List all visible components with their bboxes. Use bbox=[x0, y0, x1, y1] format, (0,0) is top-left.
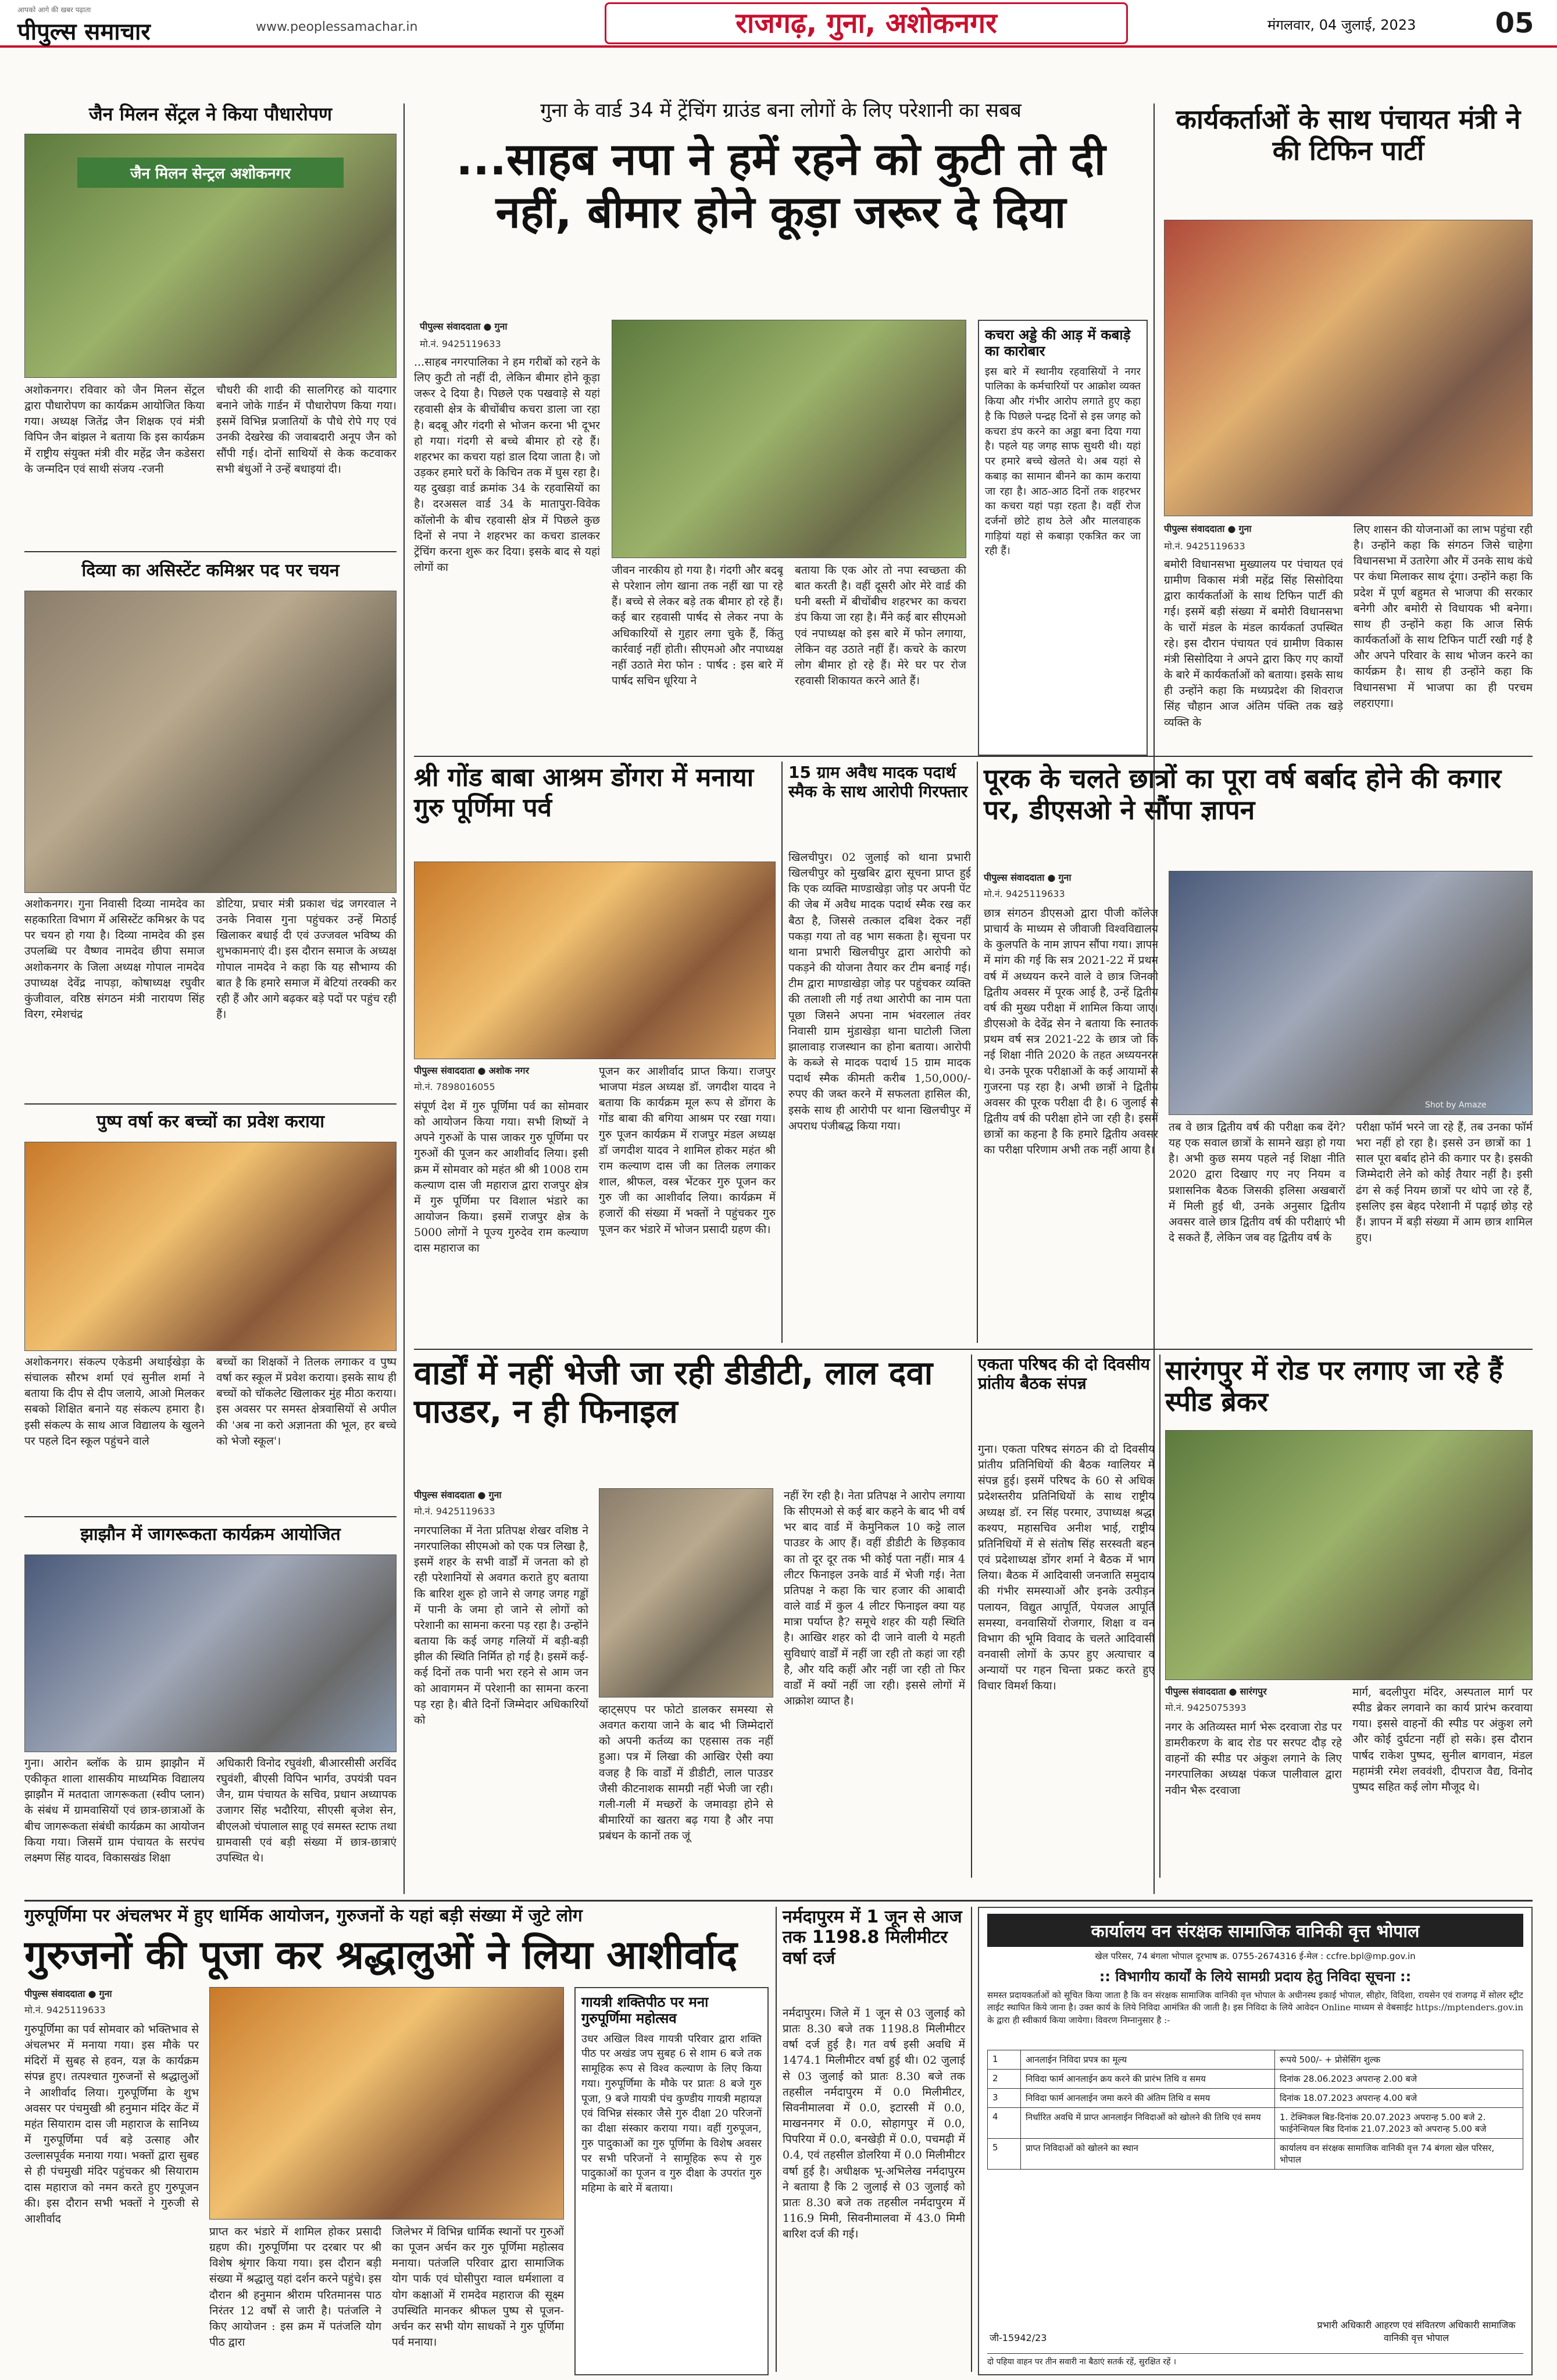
story-text: छात्र संगठन डीएसओ द्वारा पीजी कॉलेज प्राचार्य के माध्यम से जीवाजी विश्वविद्यालय के कुलपति के नाम ज्ञापन सौंपा गया। ज्ञापन में मांग की गई कि सत्र 2021-22 में प्रथम वर्ष में अध्ययन करने वाले वे छात्र जिनको द्वितीय अवसर में पूरक आई है, उन्हें द्वितीय वर्ष की मुख्य परीक्षा में शामिल किया जाए। डीएसओ के देवेंद्र सेन ने बताया कि स्नातक प्रथम वर्ष सत्र 2021-22 के छात्र जो कि नई शिक्षा नीति 2020 के तहत अध्ययनरत थे। उनके पूरक परीक्षाओं के कई आयामों से गुजरना पड़ रहा है। अभी छात्रों ने द्वितीय अवसर की पूरक परीक्षा दी है। 6 जुलाई से द्वितीय वर्ष की परीक्षा होने जा रही है। इसमें छात्रों का कहना है कि हमारे द्वितीय अवसर का परीक्षा परिणाम अभी तक नहीं आया है। bbox=[984, 907, 1158, 1157]
ddt-story bbox=[414, 1355, 965, 1895]
masthead bbox=[0, 0, 1557, 48]
tender-row bbox=[988, 2089, 1523, 2108]
tiffin-story bbox=[1164, 103, 1533, 749]
sidebar-box bbox=[574, 1987, 769, 2375]
story-headline: पूरक के चलते छात्रों का पूरा वर्ष बर्बाद होने की कगार पर, डीएसओ ने सौंपा ज्ञापन bbox=[984, 763, 1502, 826]
story-byline: पीपुल्स संवाददाता ● अशोक नगर bbox=[414, 1065, 530, 1076]
story-headline: वार्डों में नहीं भेजी जा रही डीडीटी, लाल दवा पाउडर, न ही फिनाइल bbox=[414, 1355, 933, 1431]
lead-story bbox=[414, 99, 1148, 756]
story-photo bbox=[24, 1554, 397, 1752]
byline-name: पीपुल्स संवाददाता bbox=[1164, 523, 1225, 534]
story-text: अधिकारी विनोद रघुवंशी, बीआरसीसी अरविंद रघुवंशी, बीएसी विपिन भार्गव, उपयंत्री पवन जैन, ग्राम पंचायत के सचिव, प्रधान अध्यापक उजागर सिंह भदौरिया, सीएसी बृजेश सेन, बीएलओ चंपालाल साहू एवं समस्त स्टाफ तथा ग्रामवासी एवं बड़ी संख्या में छात्र-छात्राएं उपस्थित थे। bbox=[216, 1757, 397, 1864]
tender-row bbox=[988, 2050, 1523, 2070]
tender-cell-no: 3 bbox=[988, 2089, 1021, 2108]
story-text: व्हाट्सएप पर फोटो डालकर समस्या से अवगत कराया जाने के बाद भी जिम्मेदारों को अपनी कर्तव्य का एहसास तक नहीं हुआ। पत्र में लिखा की आखिर ऐसी क्या वजह है कि वार्डों में डीडीटी, लाल पाउडर जैसी कीटनाशक सामग्री नहीं भेजी जा रही। गली-गली में मच्छरों के जमावड़ा होने से बीमारियों का खतरा बढ़ गया है और नपा प्रबंधन के कानों तक जूं bbox=[599, 1703, 773, 1843]
brand-logo bbox=[17, 5, 250, 45]
tender-cell-detail: रूपये 500/- + प्रोसेसिंग शुल्क bbox=[1275, 2050, 1523, 2070]
tender-cell-detail: 1. टेक्निकल बिड-दिनांक 20.07.2023 अपरान्ह 5.00 बजे 2. फाईनेन्शियल बिड दिनांक 21.07.2023 को अपरान्ह 5.00 बजे bbox=[1275, 2108, 1523, 2139]
byline-name: पीपुल्स संवाददाता bbox=[24, 1988, 85, 1999]
sidebar-title: गायत्री शक्तिपीठ पर मना गुरुपूर्णिमा महोत्सव bbox=[581, 1994, 709, 2027]
left-column bbox=[24, 103, 397, 1894]
tender-cell-item: निविदा फार्म आनलाईन जमा करने की अंतिम तिथि व समय bbox=[1021, 2089, 1275, 2108]
tender-cell-no: 2 bbox=[988, 2070, 1021, 2089]
byline-name: पीपुल्स संवाददाता bbox=[420, 321, 481, 332]
byline-name: पीपुल्स संवाददाता bbox=[414, 1065, 475, 1076]
ekta-story bbox=[978, 1355, 1155, 1878]
sidebar-title: कचरा अड्डे की आड़ में कबाड़े का कारोबार bbox=[985, 327, 1131, 360]
story-title: जैन मिलन सेंट्रल ने किया पौधारोपण bbox=[88, 103, 333, 125]
story-text: अशोकनगर। गुना निवासी दिव्या नामदेव का सहकारिता विभाग में असिस्टेंट कमिश्नर के पद पर चयन हो गया है। दिव्या नामदेव की इस उपलब्धि पर वैष्णव नामदेव छीपा समाज अशोकनगर के जिला अध्यक्ष गोपाल नामदेव उपाध्यक्ष देवेंद्र नापड़ा, कोषाध्यक्ष रघुवीर कुंजीवाल, वरिष्ठ संगठन मंत्री नारायण सिंह विरग, रमेशचंद्र bbox=[24, 898, 205, 1021]
story-text: अशोकनगर। रविवार को जैन मिलन सेंट्रल द्वारा पौधारोपण का कार्यक्रम आयोजित किया गया। अध्यक्ष जितेंद्र जैन शिक्षक एवं मंत्री विपिन जैन बांझल ने बताया कि इस कार्यक्रम में राष्ट्रीय संयुक्त मंत्री वीर महेंद्र जैन कडेसरा के जन्मदिन एवं साथी संजय -रजनी bbox=[24, 384, 205, 476]
lead-headline: ...साहब नपा ने हमें रहने को कुटी तो दी नहीं, बीमार होने कूड़ा जरूर दे दिया bbox=[456, 133, 1106, 238]
brand-tagline: आपको आगे की खबर पढ़ाता bbox=[17, 6, 91, 14]
puraka-story bbox=[984, 763, 1533, 1344]
story-mobile: मो.नं. 9425119633 bbox=[1164, 541, 1245, 552]
story-photo bbox=[1164, 220, 1533, 516]
lead-mobile: मो.नं. 9425119633 bbox=[420, 338, 501, 349]
tender-cell-item: प्राप्त निविदाओं को खोलने का स्थान bbox=[1021, 2139, 1275, 2170]
story-kicker: गुरुपूर्णिमा पर अंचलभर में हुए धार्मिक आयोजन, गुरुजनों के यहां बड़ी संख्या में जुटे लोग bbox=[24, 1906, 583, 1926]
story-mobile: मो.नं. 9425075393 bbox=[1165, 1702, 1247, 1713]
tender-footer: दो पहिया वाहन पर तीन सवारी ना बैठाएं सतर्क रहें, सुरक्षित रहें । bbox=[987, 2353, 1523, 2367]
divider bbox=[24, 1900, 1533, 1902]
byline-place: गुना bbox=[1058, 872, 1072, 883]
section-title: राजगढ़, गुना, अशोकनगर bbox=[735, 7, 997, 40]
story-text: तब वे छात्र द्वितीय वर्ष की परीक्षा कब देंगे? यह एक सवाल छात्रों के सामने खड़ा हो गया है। अभी कुछ समय पहले नई शिक्षा नीति 2020 द्वारा दिखाए गए नए नियम व प्रशासनिक बैठक जिसकी इलिसा अखबारों में मिली हुई थी, उनके अनुसार द्वितीय अवसर वाले छात्र द्वितीय वर्ष की परीक्षाएं भी दे सकते हैं, लेकिन जब वह द्वितीय वर्ष के bbox=[1169, 1121, 1345, 1245]
tender-row bbox=[988, 2139, 1523, 2170]
sidebar-box bbox=[978, 320, 1148, 756]
story-byline: पीपुल्स संवाददाता ● गुना bbox=[414, 1489, 502, 1500]
story-headline: सारंगपुर में रोड पर लगाए जा रहे हैं स्पीड ब्रेकर bbox=[1165, 1355, 1503, 1418]
story-byline: पीपुल्स संवाददाता ● गुना bbox=[1164, 523, 1252, 534]
lead-kicker: गुना के वार्ड 34 में ट्रेंचिंग ग्राउंड बना लोगों के लिए परेशानी का सबब bbox=[540, 99, 1022, 122]
story-mobile: मो.नं. 9425119633 bbox=[984, 888, 1065, 899]
tender-notice bbox=[978, 1907, 1533, 2375]
story-title: झाझौन में जागरूकता कार्यक्रम आयोजित bbox=[80, 1524, 341, 1545]
story-photo bbox=[24, 134, 397, 378]
story-photo bbox=[599, 1488, 773, 1698]
story-text: संपूर्ण देश में गुरु पूर्णिमा पर्व का सोमवार को आयोजन किया गया। सभी शिष्यों ने अपने गुरुओं के पास जाकर गुरु पूर्णिमा पर गुरुओं की पूजन कर आशीर्वाद लिया। इसी क्रम में सोमवार को महंत श्री श्री 1008 राम कल्याण दास जी महाराज द्वारा राजपुर क्षेत्र में गुरु पूर्णिमा पर विशाल भंडारे का आयोजन किया। इसमें राजपुर क्षेत्र के 5000 लोगों ने पूज्य गुरुदेव राम कल्याण दास महाराज का bbox=[414, 1100, 588, 1255]
divider bbox=[414, 756, 1533, 757]
story-text: मार्ग, बदलीपुरा मंदिर, अस्पताल मार्ग पर स्पीड ब्रेकर लगवाने का कार्य प्रारंभ करवाया गया। इससे वाहनों की स्पीड पर अंकुश लगे और कोई दुर्घटना नहीं हो सके। इस दौरान पार्षद राकेश पुष्पद, सुनील बागवान, मंडल महामंत्री रमेश लववंशी, दीपराज वैद्य, विनोद पुष्पद सहित कई लोग मौजूद थे। bbox=[1352, 1686, 1533, 1793]
column-rule bbox=[971, 1907, 972, 2372]
tender-cell-item: आनलाईन निविदा प्रपत्र का मूल्य bbox=[1021, 2050, 1275, 2070]
tender-cell-detail: कार्यालय वन संरक्षक सामाजिक वानिकी वृत्त 74 बंगला खेल परिसर, भोपाल bbox=[1275, 2139, 1523, 2170]
column-rule bbox=[781, 762, 783, 1343]
lead-byline: पीपुल्स संवाददाता ● गुना bbox=[420, 321, 508, 332]
tender-cell-item: निविदा फार्म आनलाईन क्रय करने की प्रारंभ तिथि व समय bbox=[1021, 2070, 1275, 2089]
column-rule bbox=[971, 1355, 972, 1878]
column-rule bbox=[776, 1907, 777, 2372]
sidebar-text: इस बारे में स्थानीय रहवासियों ने नगर पालिका के कर्मचारियों पर आक्रोश व्यक्त किया और गंभीर आरोप लगाते हुए कहा है कि पिछले पन्द्रह दिनों से इस जगह को कचरा डंप करने का अड्डा बना दिया गया है। पहले यह जगह साफ सुथरी थी। यहां पर हमारे बच्चे खेलते थे। अब यहां से कबाड़ का सामान बीनने का काम कराया जा रहा है। आठ-आठ दिनों तक शहरभर का कचरा यहां पड़ा रहता है। वहीं रोज दर्जनों छोटे हाथ ठेले और मालवाहक गाड़ियां यहां से कबाड़ा एकत्रित कर जा रही हैं। bbox=[985, 365, 1141, 558]
byline-place: गुना bbox=[488, 1489, 502, 1500]
tender-ref: जी-15942/23 bbox=[990, 2332, 1047, 2343]
purnima-story bbox=[24, 1906, 769, 2377]
story-text: परीक्षा फॉर्म भरने जा रहे हैं, तब उनका फॉर्म भरा नहीं हो रहा है। इससे उन छात्रों का 1 साल पूरा बर्बाद होने की कगार पर है। इसकी जिम्मेदारी लेने को कोई तैयार नहीं है। इसी ढंग से कई नियम छात्रों पर थोपे जा रहे हैं, इसलिए इस बेहद परेशानी में पढ़ाई छोड़ रहे हैं। ज्ञापन में बड़ी संख्या में आम छात्र शामिल हुए। bbox=[1356, 1121, 1533, 1245]
story-headline: गुरुजनों की पूजा कर श्रद्धालुओं ने लिया आशीर्वाद bbox=[24, 1932, 738, 1978]
tender-cell-no: 4 bbox=[988, 2108, 1021, 2139]
tender-row bbox=[988, 2070, 1523, 2089]
story-text: ...साहब नगरपालिका ने हम गरीबों को रहने के लिए कुटी तो नहीं दी, लेकिन बीमार होने कूड़ा जरूर दे दिया है। पिछले एक पखवाड़े से यहां रहवासी क्षेत्र के बीचोंबीच कचरा डाला जा रहा है। बदबू और गंदगी से भोजन करना भी दूभर हो गया। गंदगी से बच्चे बीमार हो रहे हैं। शहरभर का कचरा यहां डाल दिया जाता है। जो उड़कर हमारे घरों के किचिन तक में घुस रहा है। यह दुखड़ा वार्ड क्रमांक 34 के रहवासियों का है। दरअसल वार्ड 34 के मातापुरा-विवेक कॉलोनी के बीच रहवासी क्षेत्र में पिछले कुछ दिनों से नपा ने शहरभर का कचरा डालकर ट्रेंचिंग करना शुरू कर दिया। इसके बाद से यहां लोगों का bbox=[414, 356, 600, 574]
divider bbox=[24, 1516, 397, 1517]
smack-story bbox=[788, 763, 971, 1344]
story-text: बताया कि एक ओर तो नपा स्वच्छता की बात करती है। वहीं दूसरी ओर मेरे वार्ड की घनी बस्ती में बीचोंबीच शहरभर का कचरा डंप किया जा रहा है। मैंने कई बार सीएमओ एवं नपाध्यक्ष को इस बारे में फोन लगाया, लेकिन वह उठाते नहीं हैं। कचरे के कारण लोग बीमार हो रहे हैं। मेरे घर पर रोज रहवासी शिकायत करने आते हैं। bbox=[795, 564, 966, 688]
story-text: नर्मदापुरम। जिले में 1 जून से 03 जुलाई को प्रातः 8.30 बजे तक 1198.8 मिलीमीटर वर्षा दर्ज हुई है। गत वर्ष इसी अवधि में 1474.1 मिलीमीटर वर्षा हुई थी। 02 जुलाई से 03 जुलाई को प्रातः 8.30 बजे तक तहसील नर्मदापुरम में 0.0 मिलीमीटर, सिवनीमालवा में 0.0, इटारसी में 0.0, माखननगर में 0.0, सोहागपुर में 0.0, पिपरिया में 0.0, बनखेड़ी में 0.0, पचमढ़ी में 0.4, एवं तहसील डोलरिया में 0.0 मिलीमीटर वर्षा हुई है। अधीक्षक भू-अभिलेख नर्मदापुरम ने बताया है कि 2 जुलाई से 03 जुलाई को प्रातः 8.30 बजे तक तहसील नर्मदापुरम में 116.9 मिमी, सिवनीमालवा में 43.0 मिमी बारिश दर्ज की गई। bbox=[783, 2007, 965, 2241]
byline-place: अशोक नगर bbox=[488, 1065, 530, 1076]
divider bbox=[414, 1349, 1533, 1350]
byline-place: गुना bbox=[494, 321, 508, 332]
story-photo bbox=[209, 1987, 564, 2220]
story-photo bbox=[1169, 871, 1533, 1115]
story-photo bbox=[24, 1142, 397, 1351]
story-mobile: मो.नं. 9425119633 bbox=[414, 1506, 495, 1517]
divider bbox=[24, 551, 397, 552]
photo-banner: जैन मिलन सेन्ट्रल अशोकनगर bbox=[77, 158, 344, 188]
tender-address: खेल परिसर, 74 बंगला भोपाल दूरभाष क्र. 0755-2674316 ई-मेल : ccfre.bpl@mp.gov.in bbox=[1095, 1951, 1416, 1961]
story-text: नगरपालिका में नेता प्रतिपक्ष शेखर वशिष्ठ ने नगरपालिका सीएमओ को एक पत्र लिखा है, इसमें शहर के सभी वार्डों में जनता को हो रही परेशानियों से अवगत कराते हुए बताया कि बारिश शुरू हो जाने से जगह जगह गड्ढों में पानी के जमा हो जाने से लोगों को परेशानी का सामना करना पड़ रहा है। उन्होंने बताया कि कई जगह गलियों में बड़ी-बड़ी झील की स्थिति निर्मित हो गई है। इसमें कई-कई दिनों तक पानी भरा रहने से आम जन को आवागमन में परेशानी का सामना करना पड़ रहा है। बीते दिनों जिम्मेदार अधिकारियों को bbox=[414, 1524, 588, 1727]
brand-name: पीपुल्स समाचार bbox=[17, 19, 151, 45]
byline-name: पीपुल्स संवाददाता bbox=[984, 872, 1045, 883]
guru-story bbox=[414, 763, 776, 1344]
issue-date: मंगलवार, 04 जुलाई, 2023 bbox=[1267, 17, 1416, 33]
story-text: गुरुपूर्णिमा का पर्व सोमवार को भक्तिभाव से अंचलभर में मनाया गया। इस मौके पर मंदिरों में सुबह से हवन, यज्ञ के कार्यक्रम संपन्न हुए। तत्पश्चात गुरुजनों से श्रद्धालुओं ने आशीर्वाद लिया। गुरुपूर्णिमा के शुभ अवसर पर पंचमुखी श्री हनुमान मंदिर केंट में महंत सियाराम दास जी महाराज के सानिध्य में गुरुपूर्णिमा पर्व बड़े उत्साह और उल्लासपूर्वक मनाया गया। भक्तों द्वारा सुबह से ही पंचमुखी मंदिर पहुंचकर श्री सियाराम दास महाराज को नमन करते हुए गुरुपूजन की। इस दौरान सभी भक्तों ने गुरुजी से आशीर्वाद bbox=[24, 2023, 199, 2225]
website: www.peoplessamachar.in bbox=[256, 20, 418, 34]
story-title: पुष्प वर्षा कर बच्चों का प्रवेश कराया bbox=[97, 1112, 324, 1132]
story-headline: नर्मदापुरम में 1 जून से आज तक 1198.8 मिलीमीटर वर्षा दर्ज bbox=[783, 1907, 962, 1968]
story-text: प्राप्त कर भंडारे में शामिल होकर प्रसादी ग्रहण की। गुरुपूर्णिमा पर दरबार पर श्री विशेष श्रृंगार किया गया। इस दौरान बड़ी संख्या में श्रद्धालु यहां दर्शन करने पहुंचे। इस दौरान श्री हनुमान श्रीराम परितमानस पाठ निरंतर 12 वर्षों से जारी है। पतंजलि ने किए आयोजन : इस क्रम में पतंजलि योग पीठ द्वारा bbox=[209, 2225, 381, 2349]
story-byline: पीपुल्स संवाददाता ● सारंगपुर bbox=[1165, 1686, 1267, 1697]
story-text: गुना। एकता परिषद संगठन की दो दिवसीय प्रांतीय प्रतिनिधियों की बैठक ग्वालियर में संपन्न हुई। इसमें परिषद के 60 से अधिक प्रदेशस्तरीय प्रतिनिधियों के साथ राष्ट्रीय अध्यक्ष डॉ. रन सिंह परमार, उपाध्यक्ष श्रद्धा कश्यप, महासचिव अनीश भाई, राष्ट्रीय प्रतिनिधियों में से संतोष सिंह सरस्वती बहन एवं प्रदेशाध्यक्ष डोंगर शर्मा ने बैठक में भाग लिया। बैठक में आदिवासी जनजाति समुदाय की गंभीर समस्याओं और इनके उत्पीड़न पलायन, विद्युत आपूर्ति, पेयजल आपूर्ति समस्या, वनवासियों रोजगार, शिक्षा व वन विभाग की भूमि विवाद के चलते आदिवासी वनवासी लोगों के ऊपर हुए अत्याचार व अन्यायों पर गहन चिन्ता प्रकट करते हुए विचार विमर्श किया। bbox=[978, 1443, 1155, 1693]
story-headline: कार्यकर्ताओं के साथ पंचायत मंत्री ने की टिफिन पार्टी bbox=[1176, 103, 1521, 167]
story-mobile: मो.नं. 9425119633 bbox=[24, 2004, 106, 2016]
section-banner bbox=[605, 2, 1128, 44]
story-headline: एकता परिषद की दो दिवसीय प्रांतीय बैठक संपन्न bbox=[978, 1355, 1150, 1393]
story-photo bbox=[414, 862, 776, 1059]
story-photo bbox=[1165, 1430, 1533, 1680]
lead-photo bbox=[612, 320, 966, 558]
column-rule bbox=[977, 762, 978, 1343]
tender-intro: समस्त प्रदायकर्ताओं को सूचित किया जाता है कि वन संरक्षक सामाजिक वानिकी वृत्त भोपाल के अधीनस्थ इकाई भोपाल, सीहोर, विदिशा, रायसेन एवं राजगढ़ में सोलर स्ट्रीट लाईट स्थापित किये जाना है। उक्त कार्य के लिये निविदा आमंत्रित की जाती है। इस निविदा के लिये आवेदन Online माध्यम से वेबसाईट https://mptenders.gov.in के द्वारा ही स्वीकार्य किया जायेगा। विवरण निम्नानुसार है :- bbox=[987, 1990, 1523, 2025]
byline-place: गुना bbox=[1238, 523, 1252, 534]
tender-row bbox=[988, 2108, 1523, 2139]
story-text: चौधरी की शादी की सालगिरह को यादगार बनाने जोके गार्डन में पौधारोपण किया गया। इसमें विभिन्न प्रजातियों के पौधे रोपे गए एवं उनकी देखरेख की जवाबदारी अनूप जैन को सौंपी गई। दोनों साथियों से केक कटवाकर सभी बंधुओं ने उन्हें बधाइयां दी। bbox=[216, 384, 397, 476]
story-text: जिलेभर में विभिन्न धार्मिक स्थानों पर गुरुओं का पूजन अर्चन कर गुरु पूर्णिमा महोत्सव मनाया। पतंजलि परिवार द्वारा सामाजिक योग पार्क एवं घोसीपुरा ग्वाल धर्मशाला व योग कक्षाओं में रामदेव महाराज की सूक्ष्म उपस्थिति मानकर श्रीफल पुष्प से पूजन-अर्चन कर सभी योग साधकों ने गुरु पूर्णिमा पर्व मनाया। bbox=[392, 2225, 564, 2349]
story-text: डोटिया, प्रचार मंत्री प्रकाश चंद्र जगरवाल ने उनके निवास गुना पहुंचकर उन्हें मिठाई खिलाकर बधाई दी एवं उज्जवल भविष्य की शुभकामनाएं दी। इस दौरान समाज के अध्यक्ष गोपाल नामदेव ने कहा कि यह सौभाग्य की बात है कि हमारे समाज में बेटियां तरक्की कर रही हैं और आगे बढ़कर बड़े पदों पर पहुंच रही हैं। bbox=[216, 898, 397, 1021]
story-text: लिए शासन की योजनाओं का लाभ पहुंचा रही है। उन्होंने कहा कि संगठन जिसे चाहेगा विधानसभा में उतारेगा और में उनके साथ कंधे पर कंधा मिलाकर साथ दूंगा। उन्होंने कहा कि प्रदेश में पूर्ण बहुमत से भाजपा की सरकार बनेगी और बमोरी से विधायक भी बनेगा। साथ ही उन्होंने कहा कि आज सिर्फ कार्यकर्ताओं के साथ टिफिन पार्टी रखी गई है और अपने परिवार के साथ भोजन करने का कार्यक्रम है। साथ ही उन्होंने कहा कि विधानसभा में भाजपा का ही परचम लहराएगा। bbox=[1354, 523, 1533, 710]
story-text: बच्चों का शिक्षकों ने तिलक लगाकर व पुष्प वर्षा कर स्कूल में प्रवेश कराया। इसके साथ ही बच्चों को चॉकलेट खिलाकर मुंह मीठा कराया। इस अवसर पर समस्त क्षेत्रवासियों से अपील की 'अब ना करो अज्ञानता की भूल, हर बच्चे को भेजो स्कूल'। bbox=[216, 1356, 397, 1448]
story-text: जीवन नारकीय हो गया है। गंदगी और बदबू से परेशान लोग खाना तक नहीं खा पा रहे हैं। बच्चे से लेकर बड़े तक बीमार हो रहे हैं। कई बार रहवासी पार्षद से लेकर नपा के अधिकारियों से गुहार लगा चुके हैं, किंतु कार्रवाई नहीं होती। सीएमओ और नपाध्यक्ष नहीं उठाते मेरा फोन : पार्षद : इस बारे में पार्षद सचिन धूरिया ने bbox=[612, 564, 783, 688]
column-rule bbox=[1159, 1355, 1160, 1878]
story-text: गुना। आरोन ब्लॉक के ग्राम झाझौन में एकीकृत शाला शासकीय माध्यमिक विद्यालय झाझौन में मतदाता जागरूकता (स्वीप प्लान) के संबंध में ग्रामवासियों एवं छात्र-छात्राओं के बीच जागरूकता संबंधी कार्यक्रम का आयोजन किया गया। जिसमें ग्राम पंचायत के सरपंच लक्ष्मण सिंह यादव, विकासखंड शिक्षा bbox=[24, 1757, 205, 1864]
story-byline: पीपुल्स संवाददाता ● गुना bbox=[984, 872, 1072, 883]
byline-name: पीपुल्स संवाददाता bbox=[1165, 1686, 1226, 1697]
tender-office: कार्यालय वन संरक्षक सामाजिक वानिकी वृत्त भोपाल bbox=[987, 1914, 1523, 1947]
story-headline: श्री गोंड बाबा आश्रम डोंगरा में मनाया गुरु पूर्णिमा पर्व bbox=[414, 763, 754, 823]
tender-cell-detail: दिनांक 18.07.2023 अपरान्ह 4.00 बजे bbox=[1275, 2089, 1523, 2108]
story-photo bbox=[24, 591, 397, 893]
story-title: दिव्या का असिस्टेंट कमिश्नर पद पर चयन bbox=[81, 560, 340, 581]
column-rule bbox=[403, 103, 405, 1894]
story-byline: पीपुल्स संवाददाता ● गुना bbox=[24, 1988, 112, 1999]
byline-place: सारंगपुर bbox=[1240, 1686, 1267, 1697]
tender-table bbox=[987, 2050, 1523, 2170]
story-mobile: मो.नं. 7898016055 bbox=[414, 1081, 495, 1092]
story-headline: 15 ग्राम अवैध मादक पदार्थ स्मैक के साथ आरोपी गिरफ्तार bbox=[788, 763, 968, 802]
story-text: अशोकनगर। संकल्प एकेडमी अथाईखेड़ा के संचालक सौरभ शर्मा एवं सुनील शर्मा ने बताया कि दीप से दीप जलाये, आओ मिलकर सबको शिक्षित बनाने यह संकल्प हमारा है। इसी संकल्प के साथ आज विद्यालय के खुलने पर पहले दिन स्कूल पहुंचने वाले bbox=[24, 1356, 205, 1448]
page-number: 05 bbox=[1495, 7, 1534, 40]
tender-subject: :: विभागीय कार्यों के लिये सामग्री प्रदाय हेतु निविदा सूचना :: bbox=[1099, 1968, 1412, 1985]
story-text: नहीं रेंग रही है। नेता प्रतिपक्ष ने आरोप लगाया कि सीएमओ से कई बार कहने के बाद भी वर्ष भर बाद वार्ड में केमुनिकल 10 कट्टे लाल पाउडर के आए हैं। वहीं डीडीटी के छिड़काव का तो दूर दूर तक भी कोई पता नहीं। मात्र 4 लीटर फिनाइल उनके वार्ड में भेजी गई। नेता प्रतिपक्ष ने कहा कि चार हजार की आबादी वाले वार्ड में कुल 4 लीटर फिनाइल क्या यह मात्रा पर्याप्त है? समूचे शहर की यही स्थिति है। आखिर शहर को दी जाने वाली ये महती सुविधाएं वार्डों में नहीं जा रही तो कहां जा रही है, और यदि कहीं और नहीं जा रही तो फिर वार्डों में क्यों नहीं जा रही। इससे लोगों में आक्रोश व्याप्त है। bbox=[784, 1489, 965, 1708]
story-text: नगर के अतिव्यस्त मार्ग भेरू दरवाजा रोड पर डामरीकरण के बाद रोड पर सरपट दौड़ रहे वाहनों की स्पीड पर अंकुश लगाने के लिए नगरपालिका अध्यक्ष पंकज पालीवाल द्वारा नवीन भैरू दरवाजा bbox=[1165, 1721, 1342, 1797]
tender-cell-item: निर्धारित अवधि में प्राप्त आनलाईन निविदाओं को खोलने की तिथि एवं समय bbox=[1021, 2108, 1275, 2139]
tender-cell-no: 5 bbox=[988, 2139, 1021, 2170]
byline-name: पीपुल्स संवाददाता bbox=[414, 1489, 475, 1500]
tender-signature: प्रभारी अधिकारी आहरण एवं संवितरण अधिकारी सामाजिक वानिकी वृत्त भोपाल bbox=[1317, 2320, 1516, 2343]
byline-place: गुना bbox=[99, 1988, 112, 1999]
story-text: बमोरी विधानसभा मुख्यालय पर पंचायत एवं ग्रामीण विकास मंत्री महेंद्र सिंह सिसोदिया द्वारा कार्यकर्ताओं के साथ टिफिन पार्टी की गई। इसमें बड़ी संख्या में बमोरी विधानसभा के चारों मंडल के मंडल कार्यकर्ता उपस्थित रहे। इस दौरान पंचायत एवं ग्रामीण विकास मंत्री सिसोदिया ने अपने द्वारा किए गए कार्यों के बारे में कार्यकर्ताओं को बताया। इसके साथ ही उन्होंने कहा कि मध्यप्रदेश की शिवराज सिंह चौहान आज अंतिम पंक्ति तक खड़े व्यक्ति के bbox=[1164, 558, 1343, 729]
sidebar-text: उधर अखिल विश्व गायत्री परिवार द्वारा शक्ति पीठ पर अखंड जप सुबह 6 से शाम 6 बजे तक सामूहिक रूप से विश्व कल्याण के लिए किया गया। गुरुपूर्णिमा के मौके पर प्रातः 8 बजे गुरु पूजा, 9 बजे गायत्री पंच कुण्डीय गायत्री महायज्ञ एवं विभिन्न संस्कार जैसे गुरु दीक्षा 20 परिजनों का दीक्षा संस्कार कराया गया। वहीं गुरुपूजन, गुरु पादुकाओं का गुरु पूर्णिमा के विशेष अवसर पर सभी परिजनों ने सामूहिक रूप से गुरु पादुकाओं का पूजन व गुरु दीक्षा के उपरांत गुरु महिमा के बारे में बताया। bbox=[581, 2032, 762, 2195]
story-text: पूजन कर आशीर्वाद प्राप्त किया। राजपुर भाजपा मंडल अध्यक्ष डॉ. जगदीश यादव ने बताया कि कार्यक्रम मूल रूप से डोंगरा के गोंड बाबा की बगिया आश्रम पर रखा गया। गुरु पूजन कार्यक्रम में राजपुर मंडल अध्यक्ष डॉ जगदीश यादव ने शामिल होकर महंत श्री राम कल्याण दास जी का तिलक लगाकर शाल, श्रीफल, वस्त्र भेंटकर गुरु पूजन कर गुरु जी का आशीर्वाद लिया। कार्यक्रम में हजारों की संख्या में भक्तों ने पहुंचकर गुरु पूजन कर भंडारे में भोजन प्रसादी ग्रहण की। bbox=[599, 1065, 776, 1236]
divider bbox=[24, 1103, 397, 1105]
story-text: खिलचीपुर। 02 जुलाई को थाना प्रभारी खिलचीपुर को मुखबिर द्वारा सूचना प्राप्त हुई कि एक व्यक्ति माण्डाखेड़ा जोड़ पर अपनी पेंट की जेब में अवैध मादक पदार्थ स्मैक रख कर बैठा है, जिससे तत्काल दबिश देकर नहीं पकड़ा गया तो वह भाग सकता है। सूचना पर थाना प्रभारी खिलचीपुर द्वारा आरोपी को पकड़ने की योजना तैयार कर टीम बनाई गई। टीम द्वारा माण्डाखेड़ा जोड़ पर पहुंचकर व्यक्ति की तलाशी ली गई तथा आरोपी का नाम पता पूछा जिसने अपना नाम भंवरलाल तंवर निवासी ग्राम मुंडाखेड़ा थाना घाटोली जिला झालावाड़ राजस्थान का होना बताया। आरोपी के कब्जे से मादक पदार्थ 15 ग्राम मादक पदार्थ स्मैक कीमती करीब 1,50,000/- रुपए की जब्त करने में सफलता हासिल की, इसके साथ ही आरोपी पर थाना खिलचीपुर में अपराध पंजीबद्ध किया गया। bbox=[788, 851, 971, 1132]
tender-cell-detail: दिनांक 28.06.2023 अपरान्ह 2.00 बजे bbox=[1275, 2070, 1523, 2089]
rain-story bbox=[783, 1907, 965, 2375]
photo-caption: Shot by Amaze bbox=[1425, 1100, 1487, 1110]
breaker-story bbox=[1165, 1355, 1533, 1878]
tender-cell-no: 1 bbox=[988, 2050, 1021, 2070]
